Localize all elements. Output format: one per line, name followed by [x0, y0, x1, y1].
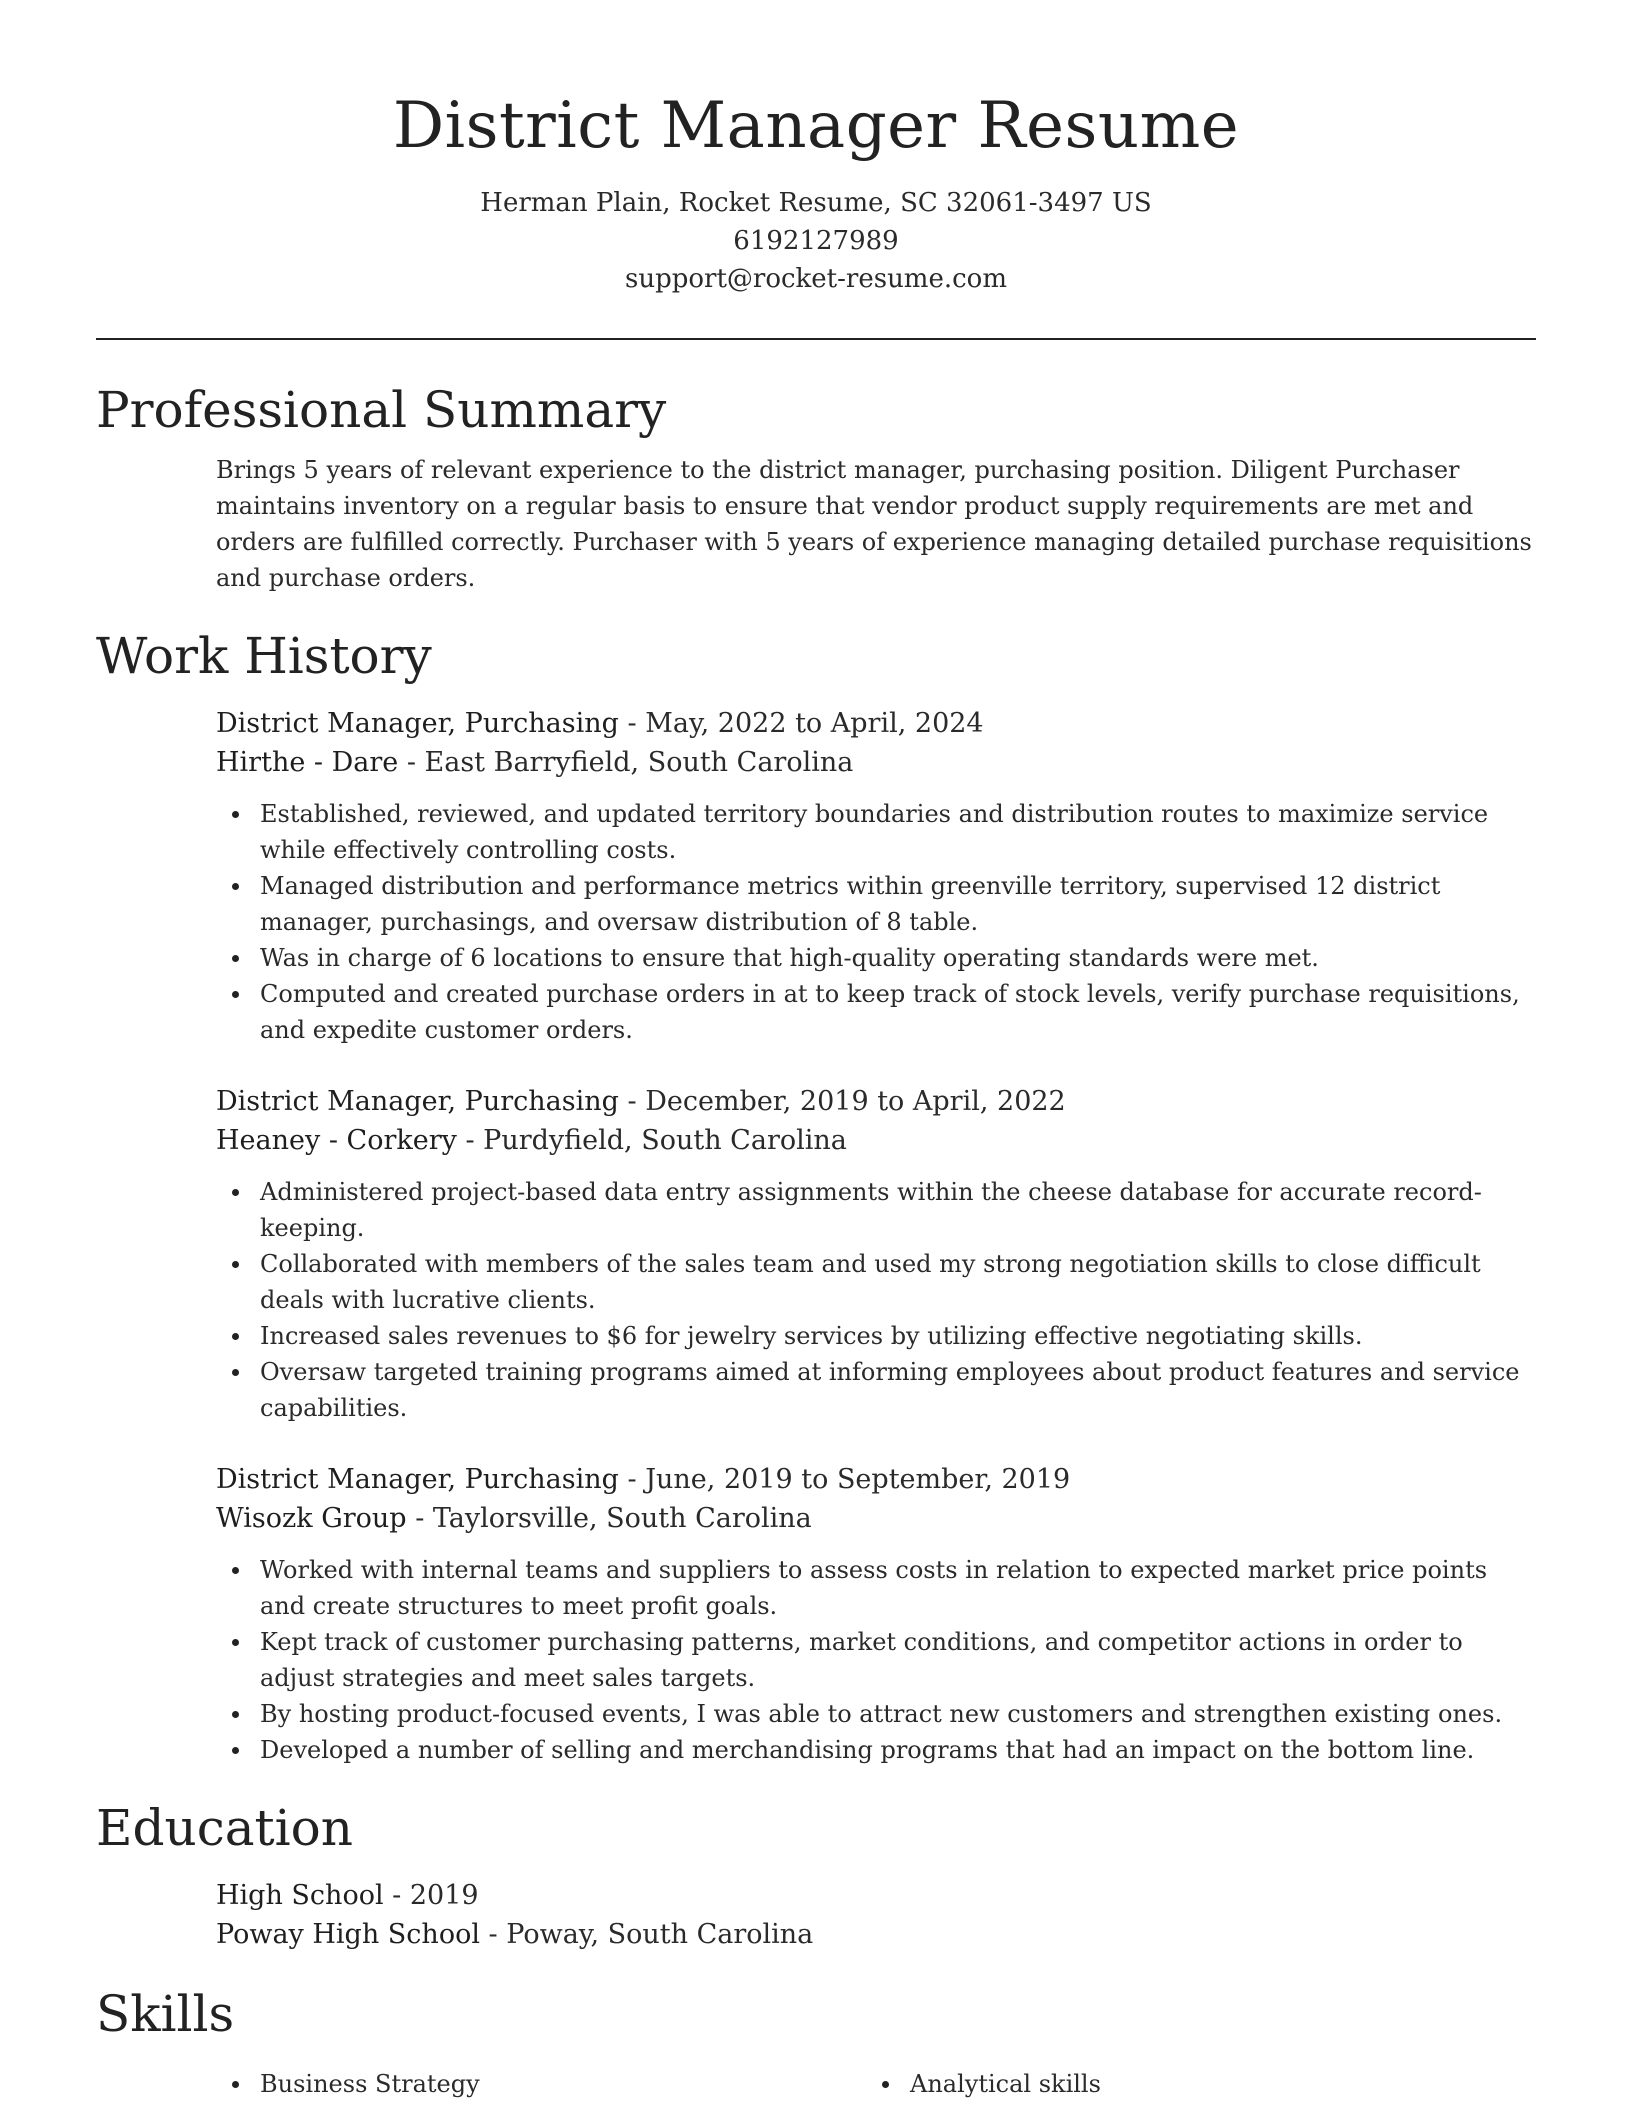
contact-email: support@rocket-resume.com — [624, 264, 1007, 294]
education-degree: High School — [216, 1880, 384, 1911]
job-bullet: By hosting product-focused events, I was able to attract new customers and strengthen existing ones. — [216, 1696, 1536, 1732]
education-year: - 2019 — [383, 1880, 479, 1911]
contact-phone: 6192127989 — [733, 226, 899, 256]
job-dates: - May, 2022 to April, 2024 — [618, 708, 984, 739]
job-title-line — [216, 1082, 1536, 1121]
job-bullet: Was in charge of 6 locations to ensure that high-quality operating standards were met. — [216, 940, 1536, 976]
education-school: Poway High School — [216, 1919, 480, 1950]
skill-item: Business Strategy — [216, 2066, 866, 2102]
education-heading: Education — [96, 1799, 353, 1857]
education-section — [96, 1796, 1536, 1954]
skills-grid — [96, 2066, 1536, 2102]
skills-column-left — [216, 2066, 866, 2102]
job-entry — [96, 1460, 1536, 1768]
job-bullets — [216, 1552, 1536, 1768]
job-location: - East Barryfield, South Carolina — [398, 747, 854, 778]
resume-page — [96, 0, 1536, 2102]
job-location: - Taylorsville, South Carolina — [406, 1503, 812, 1534]
skills-heading: Skills — [96, 1985, 235, 2043]
job-bullet: Kept track of customer purchasing patterns, market conditions, and competitor actions in order to adjust strategies and meet sales targets. — [216, 1624, 1536, 1696]
resume-header — [96, 0, 1536, 298]
contact-block — [96, 184, 1536, 298]
job-company-line — [216, 1499, 1536, 1538]
header-divider — [96, 338, 1536, 340]
education-entry — [96, 1876, 1536, 1954]
job-company: Heaney - Corkery — [216, 1125, 457, 1156]
job-bullets — [216, 796, 1536, 1048]
education-degree-line — [216, 1876, 1536, 1915]
job-bullet: Administered project-based data entry assignments within the cheese database for accurate record-keeping. — [216, 1174, 1536, 1246]
resume-title: District Manager Resume — [392, 89, 1240, 163]
job-dates: - December, 2019 to April, 2022 — [618, 1086, 1066, 1117]
education-school-line — [216, 1915, 1536, 1954]
job-company: Wisozk Group — [216, 1503, 407, 1534]
job-bullet: Worked with internal teams and suppliers to assess costs in relation to expected market price points and create structures to meet profit goals. — [216, 1552, 1536, 1624]
job-location: - Purdyfield, South Carolina — [456, 1125, 847, 1156]
skills-column-right — [866, 2066, 1516, 2102]
work-history-heading: Work History — [96, 627, 432, 685]
skills-section — [96, 1982, 1536, 2102]
skill-item: Analytical skills — [866, 2066, 1516, 2102]
job-company: Hirthe - Dare — [216, 747, 399, 778]
job-bullet: Established, reviewed, and updated territory boundaries and distribution routes to maximize service while effectively controlling costs. — [216, 796, 1536, 868]
job-bullets — [216, 1174, 1536, 1426]
job-entry — [96, 1082, 1536, 1426]
job-title: District Manager, Purchasing — [216, 708, 619, 739]
summary-heading: Professional Summary — [96, 381, 667, 439]
job-title: District Manager, Purchasing — [216, 1464, 619, 1495]
summary-section — [96, 378, 1536, 596]
job-company-line — [216, 1121, 1536, 1160]
work-history-section — [96, 624, 1536, 1768]
job-dates: - June, 2019 to September, 2019 — [618, 1464, 1071, 1495]
job-bullet: Developed a number of selling and merchandising programs that had an impact on the bottom line. — [216, 1732, 1536, 1768]
job-bullet: Managed distribution and performance metrics within greenville territory, supervised 12 district manager, purchasings, and oversaw distribution of 8 table. — [216, 868, 1536, 940]
job-bullet: Computed and created purchase orders in at to keep track of stock levels, verify purchase requisitions, and expedite customer orders. — [216, 976, 1536, 1048]
job-title: District Manager, Purchasing — [216, 1086, 619, 1117]
education-location: - Poway, South Carolina — [479, 1919, 814, 1950]
job-bullet: Increased sales revenues to $6 for jewelry services by utilizing effective negotiating skills. — [216, 1318, 1536, 1354]
job-bullet: Collaborated with members of the sales team and used my strong negotiation skills to close difficult deals with lucrative clients. — [216, 1246, 1536, 1318]
job-title-line — [216, 704, 1536, 743]
contact-address: Herman Plain, Rocket Resume, SC 32061-3497 US — [480, 188, 1152, 218]
job-title-line — [216, 1460, 1536, 1499]
summary-text: Brings 5 years of relevant experience to the district manager, purchasing position. Diligent Purchaser maintains inventory on a regular basis to ensure that vendor product supply requirements are met and orders are fulfilled correctly. Purchaser with 5 years of experience managing detailed purchase requisitions and purchase orders. — [216, 456, 1532, 592]
job-bullet: Oversaw targeted training programs aimed at informing employees about product features and service capabilities. — [216, 1354, 1536, 1426]
job-entry — [96, 704, 1536, 1048]
job-company-line — [216, 743, 1536, 782]
